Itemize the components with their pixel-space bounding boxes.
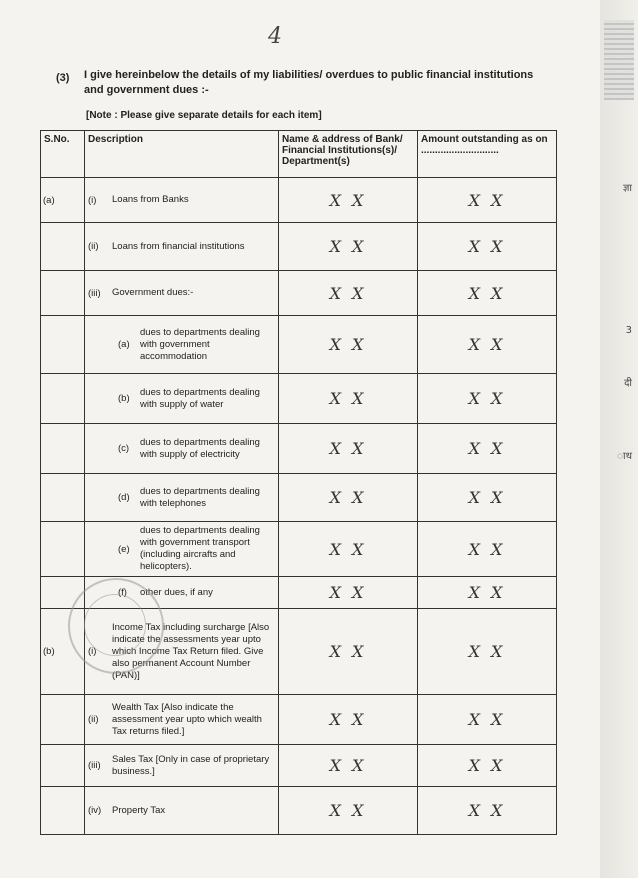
row-marker: (iii): [88, 760, 101, 771]
row-description: dues to departments dealing with government transport (including aircrafts and helicopters).: [140, 525, 260, 572]
row-description: Property Tax: [112, 804, 166, 816]
edge-fragment: 3: [625, 325, 632, 336]
section-heading: I give hereinbelow the details of my liabilities/ overdues to public financial institutions and government dues :-: [84, 69, 534, 96]
row-description-cell: [85, 223, 279, 271]
row-name-address: X X: [279, 424, 418, 474]
row-description-cell: [85, 271, 279, 316]
row-sno: [41, 695, 85, 745]
row-name-address: X X: [279, 577, 418, 609]
liabilities-table: [40, 130, 557, 835]
table-row: [41, 374, 557, 424]
page-number-mark: 4: [268, 24, 282, 49]
row-description: dues to departments dealing with government accommodation: [140, 326, 260, 362]
header-description: Description: [85, 131, 279, 178]
row-marker: (b): [118, 393, 130, 404]
row-name-address: X X: [279, 745, 418, 787]
row-amount: X X: [418, 577, 557, 609]
row-sno: [41, 316, 85, 374]
row-description-cell: [85, 424, 279, 474]
row-marker: (a): [118, 339, 130, 350]
row-description: dues to departments dealing with telephones: [140, 485, 260, 509]
row-amount: X X: [418, 424, 557, 474]
row-name-address: X X: [279, 695, 418, 745]
row-description-cell: [85, 787, 279, 835]
row-marker: (f): [118, 587, 127, 598]
table-row: [41, 424, 557, 474]
table-body: [41, 178, 557, 835]
row-amount: X X: [418, 609, 557, 695]
row-description: Sales Tax [Only in case of proprietary business.]: [112, 753, 270, 777]
row-description: dues to departments dealing with supply of electricity: [140, 436, 260, 460]
row-sno: [41, 745, 85, 787]
table-row: [41, 522, 557, 577]
row-sno: [41, 424, 85, 474]
edge-fragment: ज्ञा: [623, 183, 632, 194]
row-amount: X X: [418, 787, 557, 835]
row-name-address: X X: [279, 374, 418, 424]
row-sno: (a): [41, 178, 85, 223]
row-marker: (i): [88, 646, 97, 657]
row-description: dues to departments dealing with supply of water: [140, 386, 260, 410]
row-description-cell: [85, 374, 279, 424]
edge-fragment: दी: [624, 378, 632, 389]
row-amount: X X: [418, 271, 557, 316]
row-name-address: X X: [279, 223, 418, 271]
section-number: (3): [56, 72, 70, 84]
row-marker: (ii): [88, 241, 99, 252]
row-description-cell: [85, 745, 279, 787]
adjacent-page-edge: [600, 0, 638, 878]
row-amount: X X: [418, 316, 557, 374]
row-marker: (iii): [88, 287, 101, 299]
row-sno: (b): [41, 609, 85, 695]
row-name-address: X X: [279, 609, 418, 695]
row-sno: [41, 223, 85, 271]
header-amount: Amount outstanding as on ............................: [418, 131, 557, 178]
table-row: [41, 316, 557, 374]
row-description-cell: [85, 522, 279, 577]
table-row: [41, 271, 557, 316]
row-amount: X X: [418, 522, 557, 577]
row-amount: X X: [418, 223, 557, 271]
row-marker: (iv): [88, 805, 102, 816]
row-sno: [41, 374, 85, 424]
table-row: [41, 178, 557, 223]
row-description: Income Tax including surcharge [Also indicate the assessments year upto which Income Tax Return filed. Give also permanent Account Number (PAN)]: [112, 621, 270, 681]
row-name-address: X X: [279, 271, 418, 316]
row-amount: X X: [418, 374, 557, 424]
row-name-address: X X: [279, 522, 418, 577]
row-name-address: X X: [279, 474, 418, 522]
row-amount: X X: [418, 474, 557, 522]
edge-barcode-mark: [604, 20, 634, 100]
row-sno: [41, 271, 85, 316]
header-name-address: Name & address of Bank/ Financial Institutions(s)/ Department(s): [279, 131, 418, 178]
row-description-cell: [85, 316, 279, 374]
table-row: [41, 745, 557, 787]
table-row: [41, 787, 557, 835]
section-note: [Note : Please give separate details for each item]: [86, 110, 322, 121]
row-marker: (i): [88, 194, 97, 206]
row-description: Loans from financial institutions: [112, 240, 245, 252]
table-row: [41, 474, 557, 522]
row-description-cell: [85, 178, 279, 223]
row-amount: X X: [418, 178, 557, 223]
row-marker: (c): [118, 443, 130, 454]
row-name-address: X X: [279, 787, 418, 835]
table-row: [41, 223, 557, 271]
row-description: Government dues:-: [112, 287, 194, 298]
row-description: Wealth Tax [Also indicate the assessment year upto which wealth Tax returns filed.]: [112, 701, 262, 737]
row-sno: [41, 474, 85, 522]
row-sno: [41, 522, 85, 577]
row-amount: X X: [418, 745, 557, 787]
edge-fragment: ाथ: [617, 451, 632, 462]
row-description-cell: [85, 474, 279, 522]
row-marker: (e): [118, 543, 130, 555]
row-marker: (d): [118, 492, 130, 503]
row-amount: X X: [418, 695, 557, 745]
header-sno: S.No.: [41, 131, 85, 178]
table-row: [41, 695, 557, 745]
row-sno: [41, 787, 85, 835]
row-name-address: X X: [279, 178, 418, 223]
row-name-address: X X: [279, 316, 418, 374]
row-description: Loans from Banks: [112, 194, 189, 205]
row-marker: (ii): [88, 714, 99, 725]
row-description-cell: [85, 695, 279, 745]
row-description: other dues, if any: [140, 586, 213, 598]
official-seal-stamp: [68, 578, 164, 674]
